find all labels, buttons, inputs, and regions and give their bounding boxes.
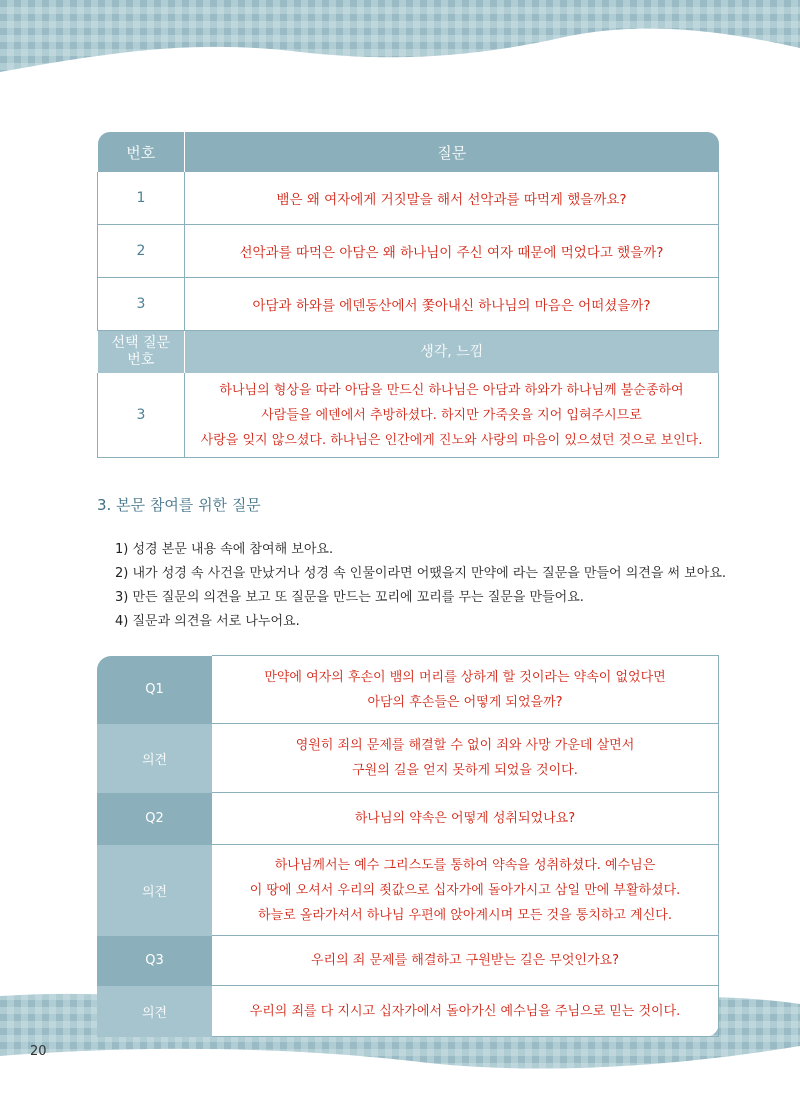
row-question: 선악과를 따먹은 아담은 왜 하나님이 주신 여자 때문에 먹었다고 했을까?	[185, 225, 719, 278]
opinion-text	[212, 986, 719, 1037]
table-row	[97, 656, 719, 724]
section-title: 3. 본문 참여를 위한 질문	[97, 496, 261, 514]
header-selected-number-line1: 선택 질문	[111, 335, 171, 351]
header-selected-number	[98, 331, 185, 374]
question-opinion-table	[97, 655, 719, 1037]
row-number: 3	[98, 278, 185, 331]
opinion-label: 의견	[97, 986, 212, 1037]
question-text	[212, 793, 719, 845]
table-row	[98, 225, 719, 278]
table-row	[97, 724, 719, 793]
opinion-label: 의견	[97, 845, 212, 936]
text-line: 하나님께서는 예수 그리스도를 통하여 약속을 성취하셨다. 예수님은	[274, 857, 656, 873]
row-question: 뱀은 왜 여자에게 거짓말을 해서 선악과를 따먹게 했을까요?	[185, 172, 719, 225]
answer-row	[98, 373, 719, 458]
table-row	[98, 172, 719, 225]
row-number: 2	[98, 225, 185, 278]
text-line: 우리의 죄를 다 지시고 십자가에서 돌아가신 예수님을 주님으로 믿는 것이다.	[249, 1003, 681, 1019]
opinion-text	[212, 845, 719, 936]
question-label: Q1	[97, 656, 212, 724]
text-line: 아담의 후손들은 어떻게 되었을까?	[367, 694, 563, 710]
table-row	[97, 986, 719, 1037]
text-line: 영원히 죄의 문제를 해결할 수 없이 죄와 사망 가운데 살면서	[295, 738, 635, 753]
text-line: 만약에 여자의 후손이 뱀의 머리를 상하게 할 것이라는 약속이 없었다면	[264, 669, 666, 685]
header-selected-number-line2: 번호	[127, 352, 155, 368]
answer-line: 사랑을 잊지 않으셨다. 하나님은 인간에게 진노와 사랑의 마음이 있으셨던 것으로 보인다.	[200, 432, 703, 448]
answer-text	[185, 373, 719, 458]
header-number: 번호	[98, 132, 185, 172]
row-question: 아담과 하와를 에덴동산에서 쫓아내신 하나님의 마음은 어떠셨을까?	[185, 278, 719, 331]
text-line: 우리의 죄 문제를 해결하고 구원받는 길은 무엇인가요?	[311, 953, 619, 968]
instruction-item: 3) 만든 질문의 의견을 보고 또 질문을 만드는 꼬리에 꼬리를 무는 질문을 만들어요.	[115, 590, 584, 605]
answer-line: 하나님의 형상을 따라 아담을 만드신 하나님은 아담과 하와가 하나님께 불순종하여	[219, 382, 684, 398]
table-row	[97, 793, 719, 845]
table-row	[97, 936, 719, 986]
text-line: 구원의 길을 얻지 못하게 되었을 것이다.	[352, 763, 578, 778]
page-number: 20	[30, 1044, 47, 1059]
text-line: 하늘로 올라가셔서 하나님 우편에 앉아계시며 모든 것을 통치하고 계신다.	[258, 907, 672, 923]
answer-number: 3	[98, 373, 185, 458]
instruction-list	[115, 538, 726, 634]
plaid-top-decoration	[0, 0, 800, 80]
table-row	[98, 278, 719, 331]
question-label: Q2	[97, 793, 212, 845]
table-row	[97, 845, 719, 936]
opinion-text	[212, 724, 719, 793]
question-text	[212, 656, 719, 724]
answer-line: 사람들을 에덴에서 추방하셨다. 하지만 가죽옷을 지어 입혀주시므로	[261, 407, 642, 423]
instruction-item: 1) 성경 본문 내용 속에 참여해 보아요.	[115, 542, 334, 557]
question-text	[212, 936, 719, 986]
opinion-label: 의견	[97, 724, 212, 793]
header-feeling: 생각, 느낌	[185, 331, 719, 374]
instruction-item: 2) 내가 성경 속 사건을 만났거나 성경 속 인물이라면 어땠을지 만약에 라는 질문을 만들어 의견을 써 보아요.	[115, 566, 727, 581]
instruction-item: 4) 질문과 의견을 서로 나누어요.	[115, 614, 300, 629]
question-table	[97, 132, 719, 458]
row-number: 1	[98, 172, 185, 225]
header-question: 질문	[185, 132, 719, 172]
question-label: Q3	[97, 936, 212, 986]
text-line: 하나님의 약속은 어떻게 성취되었나요?	[354, 811, 576, 826]
text-line: 이 땅에 오셔서 우리의 죗값으로 십자가에 돌아가시고 삼일 만에 부활하셨다.	[249, 882, 681, 898]
